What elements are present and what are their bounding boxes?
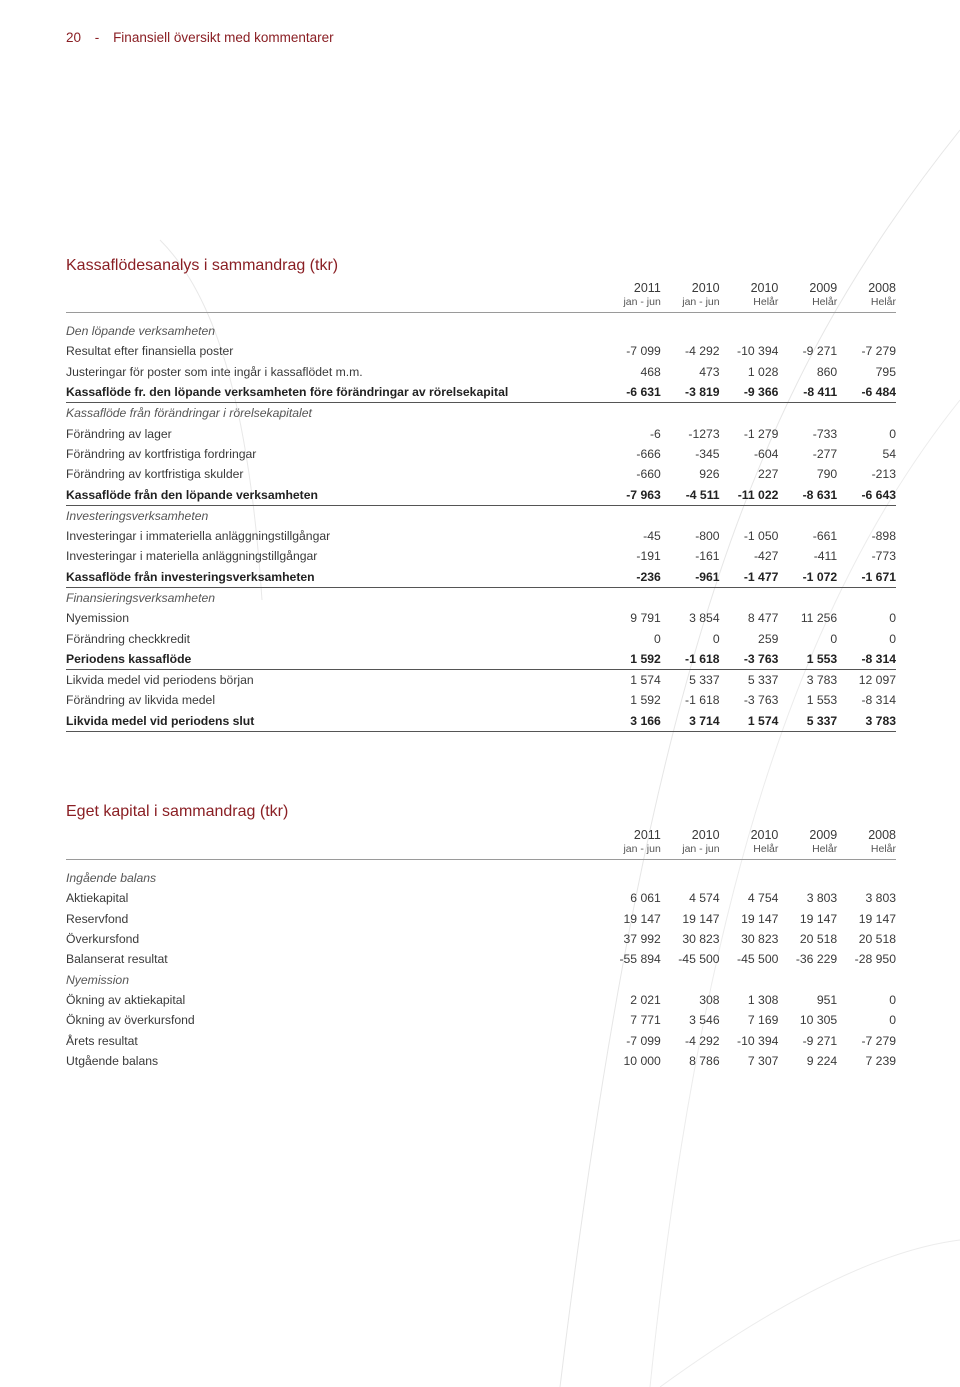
row-value: 3 546 [689, 1013, 720, 1028]
row-value: 5 337 [689, 673, 720, 688]
column-year: 2009 [809, 281, 838, 295]
row-value: -3 763 [743, 693, 779, 708]
row-value: 5 337 [778, 711, 837, 732]
column-period: Helår [720, 842, 779, 860]
column-period: Helår [720, 295, 779, 313]
row-value [837, 587, 896, 608]
table-subheading-row [66, 868, 896, 888]
row-value: 12 097 [858, 673, 896, 688]
row-value: 926 [699, 467, 720, 482]
row-value: -898 [871, 529, 896, 544]
row-value: -604 [753, 446, 779, 461]
row-value: 0 [889, 1013, 896, 1028]
row-value: 5 337 [747, 673, 779, 688]
gap-cell [66, 313, 896, 322]
row-value: 19 147 [799, 911, 838, 926]
row-value: -9 366 [720, 382, 779, 403]
row-value: -660 [636, 467, 661, 482]
row-value: -411 [813, 549, 838, 564]
table-subheading-row [66, 403, 896, 424]
row-value: -10 394 [737, 1033, 779, 1048]
table-subheading-row [66, 505, 896, 526]
row-value: 3 854 [689, 611, 720, 626]
row-label: Investeringsverksamheten [66, 508, 209, 523]
row-value [602, 321, 661, 341]
row-value [720, 403, 779, 424]
row-value: -345 [695, 446, 720, 461]
row-value: 19 147 [623, 911, 661, 926]
row-value: -7 963 [602, 484, 661, 505]
table-total-row [66, 382, 896, 403]
row-value: -800 [695, 529, 720, 544]
row-value: 7 169 [747, 1013, 779, 1028]
column-period: jan - jun [602, 295, 661, 313]
row-value [837, 321, 896, 341]
row-value: 1 574 [630, 673, 661, 688]
row-value: 7 307 [747, 1053, 779, 1068]
row-value: -8 631 [778, 484, 837, 505]
row-label: Överkursfond [66, 932, 140, 947]
row-label: Nyemission [66, 972, 129, 987]
row-value [602, 505, 661, 526]
row-value: 9 791 [630, 611, 661, 626]
row-value: 795 [875, 364, 896, 379]
table-row [66, 362, 896, 382]
table-row [66, 949, 896, 969]
row-value: -666 [636, 446, 661, 461]
row-value: -427 [753, 549, 779, 564]
row-value: -236 [602, 567, 661, 588]
row-value: 6 061 [630, 891, 661, 906]
row-value: 227 [758, 467, 779, 482]
column-period: Helår [778, 295, 837, 313]
row-value: 4 574 [689, 891, 720, 906]
row-label: Ökning av överkursfond [66, 1013, 195, 1028]
table-subheading-row [66, 321, 896, 341]
row-value [720, 587, 779, 608]
row-label: Investeringar i materiella anläggningstillgångar [66, 549, 318, 564]
column-year: 2009 [809, 828, 838, 842]
column-period: Helår [837, 295, 896, 313]
row-value: 19 147 [741, 911, 779, 926]
row-value: 0 [712, 631, 720, 646]
table-row [66, 608, 896, 628]
table-row [66, 690, 896, 710]
row-value: 20 518 [799, 932, 838, 947]
row-label: Förändring av likvida medel [66, 693, 216, 708]
row-value: 30 823 [741, 932, 779, 947]
row-value [837, 969, 896, 989]
page-header [66, 30, 344, 45]
row-value [778, 505, 837, 526]
row-label: Kassaflöde från förändringar i rörelsekapitalet [66, 406, 312, 421]
row-value: -191 [636, 549, 661, 564]
row-value [602, 969, 661, 989]
row-value: -1 671 [837, 567, 896, 588]
row-value: 860 [816, 364, 838, 379]
row-value: -6 484 [837, 382, 896, 403]
row-value: 0 [654, 631, 661, 646]
row-value: 3 714 [661, 711, 720, 732]
column-year: 2010 [691, 828, 720, 842]
row-value: 10 000 [623, 1053, 661, 1068]
row-value: 10 305 [799, 1013, 838, 1028]
row-value [778, 403, 837, 424]
row-value [602, 587, 661, 608]
row-value: -1 279 [743, 426, 779, 441]
row-value: -7 279 [861, 1033, 896, 1048]
row-value: -36 229 [795, 952, 838, 967]
table-row [66, 546, 896, 566]
row-value: 11 256 [800, 611, 838, 626]
row-value: 1 592 [602, 649, 661, 670]
row-value [602, 403, 661, 424]
row-label: Resultat efter finansiella poster [66, 344, 234, 359]
table-subheading-row [66, 969, 896, 989]
row-value: 1 553 [778, 649, 837, 670]
row-value: -8 411 [778, 382, 837, 403]
row-value [720, 321, 779, 341]
table-row [66, 444, 896, 464]
row-value: 308 [699, 992, 720, 1007]
header-gap [66, 860, 896, 869]
row-value: -45 [643, 529, 661, 544]
row-value: 1 574 [720, 711, 779, 732]
row-value: -961 [661, 567, 720, 588]
table-header-years [66, 281, 896, 295]
column-year: 2010 [691, 281, 720, 295]
column-year: 2008 [868, 281, 896, 295]
row-value [661, 403, 720, 424]
row-value: -8 314 [837, 649, 896, 670]
row-value: 3 166 [602, 711, 661, 732]
row-value [778, 868, 837, 888]
row-value: -45 500 [678, 952, 720, 967]
row-value: -213 [871, 467, 896, 482]
row-label: Förändring av lager [66, 426, 172, 441]
row-value: 1 592 [630, 693, 661, 708]
row-value: -4 511 [661, 484, 720, 505]
table-row [66, 526, 896, 546]
row-value: 54 [882, 446, 896, 461]
table-row [66, 464, 896, 484]
row-value [720, 969, 779, 989]
row-value: -277 [812, 446, 838, 461]
row-value: -7 099 [626, 344, 661, 359]
row-label: Finansieringsverksamheten [66, 591, 216, 605]
column-period: jan - jun [602, 842, 661, 860]
row-value: 3 783 [806, 673, 838, 688]
row-value: -7 099 [626, 1033, 661, 1048]
row-label: Ingående balans [66, 871, 157, 886]
row-label: Kassaflöde fr. den löpande verksamheten före förändringar av rörelsekapital [66, 382, 602, 403]
column-year: 2010 [750, 828, 779, 842]
row-label: Reservfond [66, 911, 129, 926]
row-value: -661 [812, 529, 838, 544]
row-label: Den löpande verksamheten [66, 324, 216, 339]
row-value [661, 969, 720, 989]
row-label: Periodens kassaflöde [66, 649, 602, 670]
row-value: 20 518 [858, 932, 896, 947]
row-value: -45 500 [737, 952, 779, 967]
row-value: -4 292 [685, 1033, 720, 1048]
table-header-periods [66, 295, 896, 313]
page-number: 20 [66, 30, 82, 45]
row-value: -7 279 [861, 344, 896, 359]
row-label: Förändring checkkredit [66, 631, 190, 646]
column-period: Helår [837, 842, 896, 860]
row-value: 468 [640, 364, 661, 379]
row-value: 473 [699, 364, 720, 379]
table-total-row [66, 484, 896, 505]
row-value [661, 587, 720, 608]
table-row [66, 990, 896, 1010]
table-row [66, 670, 896, 691]
table-header-years [66, 828, 896, 842]
row-value: 19 147 [682, 911, 720, 926]
row-value: -8 314 [861, 693, 896, 708]
column-period: jan - jun [661, 842, 720, 860]
row-label: Utgående balans [66, 1053, 159, 1068]
row-value: -9 271 [802, 1033, 838, 1048]
row-value [661, 868, 720, 888]
equity-table [66, 828, 896, 1071]
row-value: 2 021 [630, 992, 661, 1007]
row-value: 4 754 [747, 891, 779, 906]
row-label: Likvida medel vid periodens slut [66, 711, 602, 732]
row-value [837, 505, 896, 526]
row-value: -9 271 [802, 344, 838, 359]
row-value: -1273 [688, 426, 720, 441]
header-spacer [66, 281, 602, 295]
row-value [661, 321, 720, 341]
row-label: Aktiekapital [66, 891, 129, 906]
row-value [720, 505, 779, 526]
row-value [837, 868, 896, 888]
row-label: Investeringar i immateriella anläggningstillgångar [66, 529, 331, 544]
row-value: 8 477 [747, 611, 779, 626]
row-value: -4 292 [685, 344, 720, 359]
row-value [837, 403, 896, 424]
row-value: 1 553 [806, 693, 838, 708]
document-title: Finansiell översikt med kommentarer [113, 30, 334, 45]
column-year: 2011 [633, 281, 661, 295]
row-value: -1 477 [720, 567, 779, 588]
row-label: Nyemission [66, 611, 129, 626]
table-row [66, 909, 896, 929]
row-value: 790 [816, 467, 838, 482]
equity-section-title: Eget kapital i sammandrag (tkr) [66, 803, 289, 820]
row-value: -55 894 [619, 952, 661, 967]
row-label: Årets resultat [66, 1033, 138, 1048]
table-total-row [66, 567, 896, 588]
row-value: 951 [816, 992, 838, 1007]
table-row [66, 628, 896, 648]
header-gap [66, 313, 896, 322]
table-row [66, 1030, 896, 1050]
row-value: 0 [889, 992, 896, 1007]
row-value [661, 505, 720, 526]
row-value: 3 803 [806, 891, 838, 906]
row-label: Förändring av kortfristiga fordringar [66, 446, 257, 461]
row-value: -773 [871, 549, 896, 564]
row-label: Ökning av aktiekapital [66, 992, 186, 1007]
row-value: -6 631 [602, 382, 661, 403]
row-label: Balanserat resultat [66, 952, 168, 967]
row-label: Förändring av kortfristiga skulder [66, 467, 244, 482]
row-value: 37 992 [623, 932, 661, 947]
table-row [66, 1010, 896, 1030]
row-value: 9 224 [806, 1053, 838, 1068]
row-value [778, 321, 837, 341]
gap-cell [66, 860, 896, 869]
row-value: 0 [889, 426, 896, 441]
row-label: Likvida medel vid periodens början [66, 673, 254, 688]
row-value: -733 [812, 426, 838, 441]
row-value: 1 308 [747, 992, 779, 1007]
table-total-row [66, 711, 896, 732]
table-row [66, 341, 896, 361]
header-spacer [66, 295, 602, 313]
column-year: 2010 [750, 281, 779, 295]
table-subheading-row [66, 587, 896, 608]
column-year: 2008 [868, 828, 896, 842]
row-value [602, 868, 661, 888]
row-value: -161 [695, 549, 720, 564]
row-value: -6 [649, 426, 661, 441]
row-value: -3 819 [661, 382, 720, 403]
cashflow-table [66, 281, 896, 732]
row-value: 7 239 [865, 1053, 896, 1068]
header-spacer [66, 828, 602, 842]
row-value: -1 072 [778, 567, 837, 588]
row-value: -28 950 [854, 952, 896, 967]
row-value: -1 618 [661, 649, 720, 670]
row-value: 30 823 [682, 932, 720, 947]
table-row [66, 929, 896, 949]
row-value: -11 022 [720, 484, 779, 505]
row-value: 3 783 [837, 711, 896, 732]
column-period: jan - jun [661, 295, 720, 313]
cashflow-section-title: Kassaflödesanalys i sammandrag (tkr) [66, 257, 339, 274]
row-value: 259 [758, 631, 779, 646]
row-value: 0 [830, 631, 838, 646]
row-value: 1 028 [747, 364, 779, 379]
table-row [66, 1051, 896, 1071]
row-label: Kassaflöde från den löpande verksamheten [66, 484, 602, 505]
row-value: 0 [889, 631, 896, 646]
table-row [66, 888, 896, 908]
column-year: 2011 [633, 828, 661, 842]
row-value [778, 969, 837, 989]
row-value: -6 643 [837, 484, 896, 505]
row-value: -10 394 [737, 344, 779, 359]
table-total-row [66, 649, 896, 670]
header-spacer [66, 842, 602, 860]
row-value: 7 771 [630, 1013, 661, 1028]
row-label: Justeringar för poster som inte ingår i kassaflödet m.m. [66, 364, 363, 379]
row-value: 3 803 [865, 891, 896, 906]
table-header-periods [66, 842, 896, 860]
row-value: 0 [889, 611, 896, 626]
header-separator: - [94, 30, 100, 45]
row-value [778, 587, 837, 608]
column-period: Helår [778, 842, 837, 860]
row-value: -1 618 [685, 693, 720, 708]
row-value: 8 786 [689, 1053, 720, 1068]
row-value: -1 050 [743, 529, 779, 544]
table-row [66, 423, 896, 443]
row-label: Kassaflöde från investeringsverksamheten [66, 567, 602, 588]
row-value: 19 147 [858, 911, 896, 926]
row-value: -3 763 [720, 649, 779, 670]
row-value [720, 868, 779, 888]
